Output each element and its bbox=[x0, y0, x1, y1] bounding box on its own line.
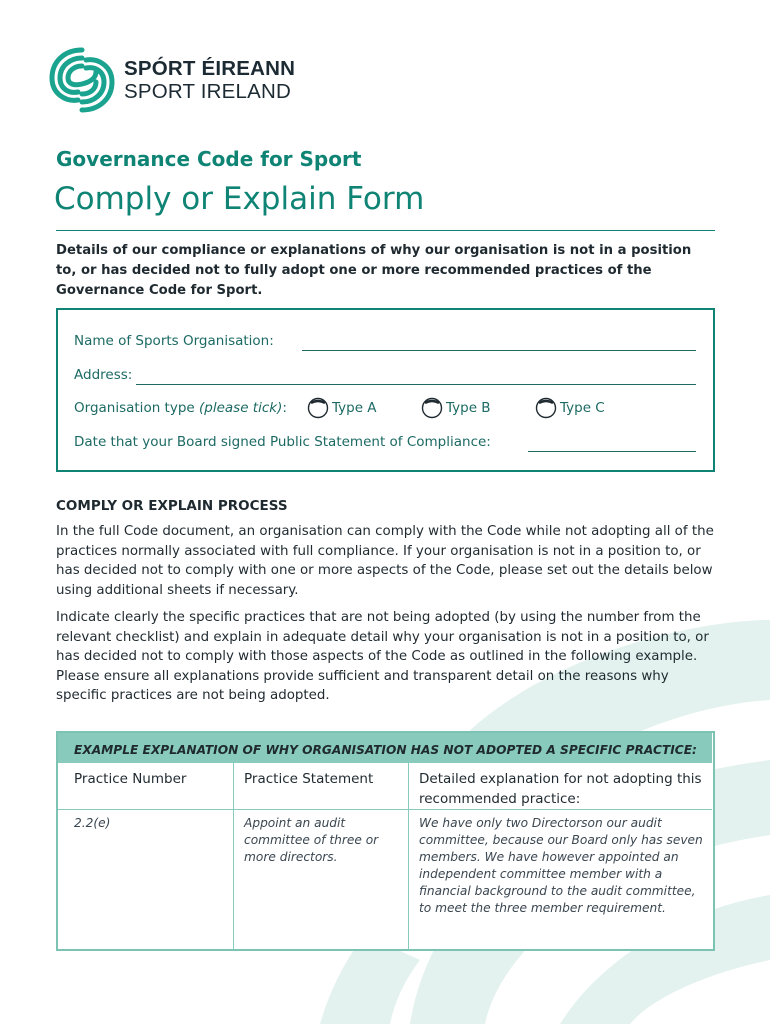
column-header-practice-number: Practice Number bbox=[74, 771, 187, 787]
board-date-label: Date that your Board signed Public Statement of Compliance: bbox=[74, 434, 491, 450]
example-table-header: EXAMPLE EXPLANATION OF WHY ORGANISATION HAS NOT ADOPTED A SPECIFIC PRACTICE: bbox=[58, 733, 712, 763]
type-b-label: Type B bbox=[446, 400, 491, 416]
board-date-row bbox=[74, 434, 491, 450]
address-input-line[interactable] bbox=[136, 384, 696, 385]
type-c-label: Type C bbox=[560, 400, 605, 416]
tick-circle-icon bbox=[534, 396, 558, 420]
process-heading: COMPLY OR EXPLAIN PROCESS bbox=[56, 498, 288, 514]
cell-explanation: We have only two Directorson our audit committee, because our Board only has seven members. We have however appointed an independent committee member with a financial background to the audit committee, to meet the three member requirement. bbox=[419, 816, 703, 915]
address-label: Address: bbox=[74, 367, 133, 383]
brand-name-english: SPORT IRELAND bbox=[124, 80, 292, 103]
type-b-option[interactable] bbox=[420, 396, 491, 420]
organisation-type-colon: : bbox=[282, 400, 287, 416]
cell-practice-number: 2.2(e) bbox=[74, 816, 111, 830]
name-label: Name of Sports Organisation: bbox=[74, 333, 274, 349]
board-date-input-line[interactable] bbox=[528, 451, 696, 452]
name-row bbox=[74, 333, 274, 349]
title-divider bbox=[56, 230, 715, 231]
example-explanation-table bbox=[56, 731, 715, 951]
cell-practice-statement: Appoint an audit committee of three or more directors. bbox=[244, 816, 379, 864]
type-a-label: Type A bbox=[332, 400, 377, 416]
header-row-divider bbox=[58, 809, 712, 810]
brand-name-irish: SPÓRT ÉIREANN bbox=[124, 57, 296, 80]
organisation-type-label: Organisation type bbox=[74, 400, 195, 416]
tick-circle-icon bbox=[420, 396, 444, 420]
tick-circle-icon bbox=[306, 396, 330, 420]
organisation-type-hint: (please tick) bbox=[199, 400, 283, 416]
process-paragraph-2: Indicate clearly the specific practices that are not being adopted (by using the number from the relevant checklist) and explain in adequate detail why your organisation is not in a position to, or has decided not to comply with those aspects of the Code as outlined in the following example. Please ensure all explanations provide sufficient and transparent detail on the reasons why specific practices are not being adopted. bbox=[56, 610, 709, 704]
name-input-line[interactable] bbox=[302, 350, 696, 351]
process-paragraph-1: In the full Code document, an organisation can comply with the Code while not adopting all of the practices normally associated with full compliance. If your organisation is not in a position to, or has decided not to comply with one or more aspects of the Code, please set out the details below using additional sheets if necessary. bbox=[56, 524, 714, 598]
type-a-option[interactable] bbox=[306, 396, 377, 420]
document-title: Comply or Explain Form bbox=[54, 181, 425, 217]
organisation-type-row bbox=[74, 400, 694, 420]
column-divider bbox=[233, 763, 234, 950]
sport-ireland-swirl-icon bbox=[46, 44, 118, 116]
address-row bbox=[74, 367, 132, 383]
column-header-practice-statement: Practice Statement bbox=[244, 771, 374, 787]
column-header-explanation: Detailed explanation for not adopting this recommended practice: bbox=[419, 771, 702, 807]
intro-paragraph: Details of our compliance or explanations of why our organisation is not in a position to, or has decided not to fully adopt one or more recommended practices of the Governance Code for Sport. bbox=[56, 243, 692, 298]
brand-wordmark bbox=[124, 57, 295, 103]
organisation-details-form bbox=[56, 308, 715, 472]
column-divider bbox=[408, 763, 409, 950]
document-subtitle: Governance Code for Sport bbox=[56, 147, 362, 171]
type-c-option[interactable] bbox=[534, 396, 605, 420]
